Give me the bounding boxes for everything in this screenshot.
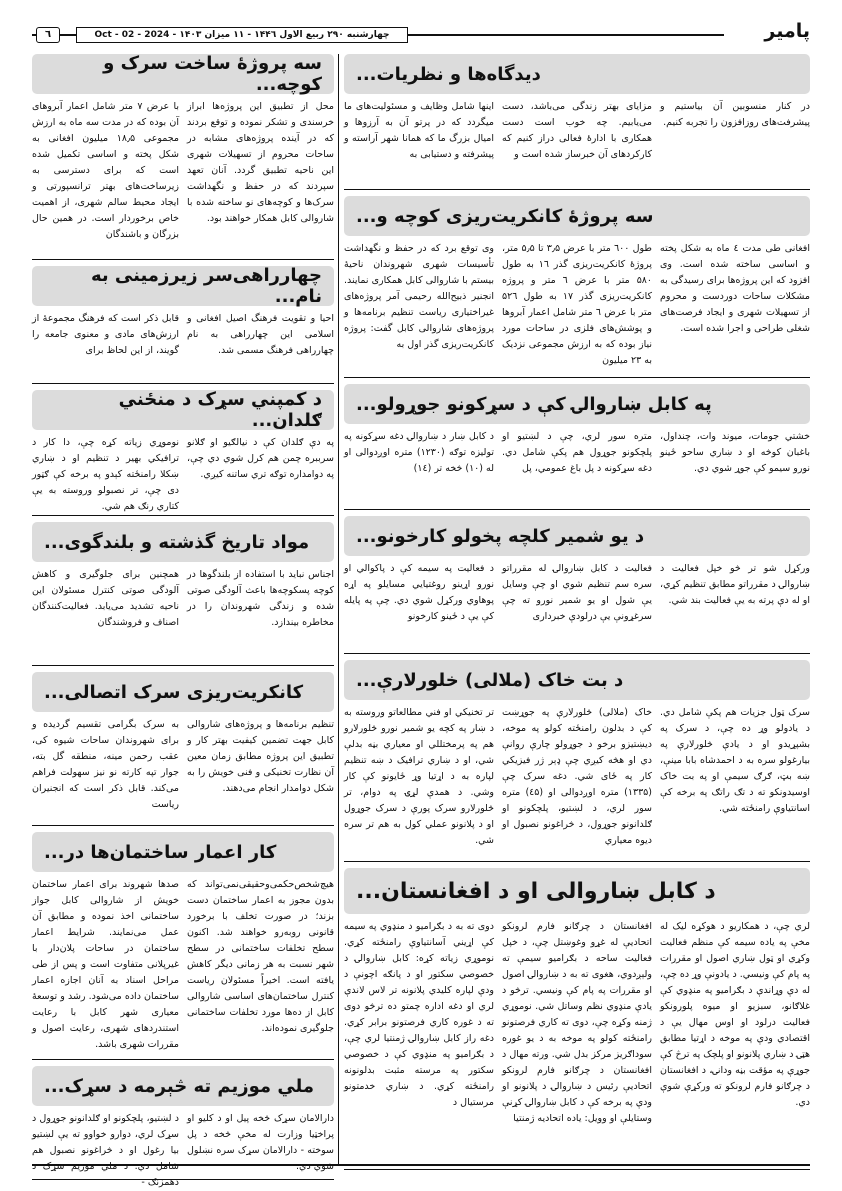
newspaper-brand: پامیر <box>764 20 810 42</box>
headline-text: چهارراهی‌سر زیرزمینی به نام... <box>90 265 322 307</box>
text-column: د کابل ښار د ښاروالۍ دغه سړکونه په توليزه توګه (۱۲۳۰) متره اوږدوالی او له (۱۰) څخه تر (۱٤) <box>344 431 494 474</box>
article-body <box>344 429 810 477</box>
article-headline <box>344 868 810 914</box>
text-column: خاک (ملالی) څلورلارې په جوړښت کې د بدلون رامنځته کولو په موخه، دیښتیزو برخو د جوړولو چارې روانې دي او هڅه کیږي چې ډېر ژر فیزیکي کار په ځای شي. دغه سرک چې (۱۳۳۵) متره اوږدوالی او (٤۵) متره سور لري، د لښتیو، پلچکونو او ګلدانونو جوړول، د څراغونو نصبول او دیوه معیاري <box>502 707 652 846</box>
article-headline <box>344 660 810 700</box>
article-body <box>32 1111 334 1191</box>
text-column: تنظیم برنامه‌ها و پروژه‌های شاروالی کابل جهت تضمین کیفیت بهتر کار و تطبیق این پروژه مطابق زمان معین آن نظارت تخنیکی و فنی خویش را به شکل دوامدار انجام می‌دهند. <box>187 719 334 794</box>
headline-text: د یو شمیر کلچه پخولو کارخونو... <box>356 525 645 547</box>
page-number: ٦ <box>36 27 60 43</box>
dateline: چهارشنبه ۲۹۰ ربیع الاول ۱۴۴٦ - ۱۱ میزان ۱۴۰۳ - Oct - 02 - 2024 <box>76 27 408 43</box>
text-column: خشتي جومات، میوند وات، چنداول، باغبان کوڅه او د ښاري ساحو ځینو نورو سیمو کې جوړ شوي دي. <box>660 431 810 474</box>
article-body <box>344 705 810 849</box>
article-body <box>32 717 334 813</box>
article-headline <box>32 672 334 712</box>
text-column: ورکړل شو تر څو خپل فعالیت د ښاروالۍ د مقرراتو مطابق تنظیم کړي، او له دې پرته به یې فعالیت بند شي. <box>660 563 810 606</box>
article-headline <box>32 522 334 562</box>
text-column: طول ٦۰۰ متر با عرض ۳٫۵ تا ۵٫۵ متر، پروژۀ کانکریت‌ریزی گذر ۱٦ به طول ۵۸۰ متر با عرض ٦ متر و پروژه کانکریت‌ریزی گذر ۱۷ به طول ۵۲٦ متر با عرض ٦ متر شامل اعمار آبروها و پوشش‌های فلزی در ساحات مورد نیاز بوده که به ارزش مجموعی نزدیک به ۲۳ میلیون <box>502 243 652 366</box>
article-body <box>344 99 810 163</box>
text-column: همچنین برای جلوگیری و کاهش آلودگی صوتی کنترل مسئولان این ناحیه تشدید می‌یابد. فعالیت‌کنندگان اصناف و فروشندگان <box>32 569 179 628</box>
left-column <box>32 54 334 1186</box>
article <box>32 54 334 260</box>
article-headline <box>32 1066 334 1106</box>
article-body <box>32 567 334 631</box>
article <box>32 832 334 1060</box>
article <box>344 384 810 510</box>
article-headline <box>32 54 334 94</box>
right-column <box>344 54 810 1176</box>
text-column: د لښتیو، پلچکونو او ګلدانونو جوړول د سړک لري، دوارو خواوو ته یې لښتیو بیا رغول او د څراغونو نصبول هم شامل دي. د ملي موزیم سړک د دهمزنګ - <box>32 1113 179 1188</box>
article <box>344 196 810 378</box>
article-headline <box>32 390 334 430</box>
text-column: متره سور لري، چې د لښتيو او پلچکونو جوړول هم پکې شامل دي. دغه سړکونه د پل باغ عمومي، پل <box>502 431 652 474</box>
text-column: اینها شامل وظایف و مسئولیت‌های ما میگردد که در پرتو آن به آرزوها و امیال بزرگ ما که همانا شهر آراسته و پیشرفته و دستیابی به <box>344 101 494 160</box>
text-column: دوی ته به د بګرامیو د منډوي په سیمه کې اړیني آسانتیاوې رامنځته کړي. نوموړي زیاته کړه: کابل ښاروالۍ د خصوصي سکتور او د پانګه اچونې د ودې لپاره کلیدي پلانونه تر لاس لاندې لري او دغه اداره چمتو ده ترڅو دوی ته د غوره کاري فرصتونو برابر کړي. دغه راز کابل ښاروالۍ ژمنتیا لري چې، د بګرامیو په منډوي کې د خصوصي سکتور په مرسته مثبت بدلونونه رامنځته کړي. د ښاري خدمتونو مرستیال د <box>344 921 494 1108</box>
article <box>32 266 334 384</box>
text-column: صدها شهروند برای اعمار ساختمان خویش از شاروالی کابل جواز ساختمانی اخذ نموده و مطابق آن عمل می‌نمایند. شرایط اعمار ساختمان در ساحات پلان‌دار با غیرپلانی متفاوت است و پس از طی مراحل اسناد به آنان اجازه اعمار ساختمان داده می‌شود. رشد و توسعۀ معیاری شهر کابل با رعایت استندردهای شهری، رعایت اصول و مقررات شهری باشد. <box>32 879 179 1050</box>
headline-text: د بت خاک (ملالی) خلورلارې... <box>356 669 624 691</box>
article <box>32 1066 334 1188</box>
text-column: محل از تطبیق این پروژه‌ها ابراز خرسندی و تشکر نموده و توقع بردند که در آینده پروژه‌های مشابه در ساحات محروم از تسهیلات شهری این ناحیه تطبیق گردد. آنان تعهد سپردند که در حفظ و نگهداشت سرک‌ها و کوچه‌های نو ساخته شده با شاروالی کابل همکار خواهند بود. <box>187 101 334 224</box>
headline-text: کار اعمار ساختمان‌ها در... <box>44 841 277 863</box>
text-column: با عرض ۷ متر شامل اعمار آبروهای آن بوده که در مدت سه ماه به ارزش مجموعی ۱۸٫۵ میلیون افغانی به شکل پخته و اساسی تکمیل شده است که برای دسترسی به زیرساخت‌های بهتر ترانسپورتی و ایجاد محیط سالم شهری، از اهمیت خاص برخوردار است. در همین حال بزرگان و باشندگان <box>32 101 179 240</box>
text-column: دارالامان سړک څخه پیل او د کلیو او پراخټیا وزارت له مخې څخه د پل سوخته - دارالامان سړک سره نښلول شوي دي. <box>187 1113 334 1172</box>
article <box>344 660 810 862</box>
text-column: افغانی طی مدت ٤ ماه به شکل پخته و اساسی ساخته شده است. وی افزود که این پروژه‌ها برای رسیدگی به مشکلات ساحات دوردست و محروم از تسهیلات شهری و ایجاد فرصت‌های شغلی طراحی و اجرا شده است. <box>660 243 810 334</box>
text-column: به سرک بگرامی تقسیم گردیده و برای شهروندان ساحات شیوه کی، عقب رحمن مینه، منطقه گل بته، جوار تپه کارته نو نیز سهولت فراهم می‌کند. قابل ذکر است که انجنیران ریاست <box>32 719 179 810</box>
article-headline <box>344 384 810 424</box>
headline-text: دیدگاه‌ها و نظریات... <box>356 63 541 85</box>
headline-text: د کمپني سړک د منځني ګلدان... <box>118 389 322 431</box>
article-headline <box>32 266 334 306</box>
article-body <box>32 99 334 243</box>
text-column: په دې ګلدان کې د نیالګیو او ګلانو سرببره چمن هم کرل شوي دي چې، په دوامداره توګه تري ساتنه کیږي. <box>187 437 334 480</box>
article-body <box>32 435 334 515</box>
text-column: تر تخنیکي او فني مطالعاتو وروسته به د ښار په کچه یو شمیر نورو څلورلارو هم په پرمختللي او معیاري بڼه بدلې شي، او د ښاري ترافیک د ښه تنظیم لپاره به د اړتیا وړ ځایونو کې کار وشي. د همدې لړۍ په دوام، تر څلورلارو سرک پورې د سرک جوړول او د پلانونو عملي کول به هم تر سره شي. <box>344 707 494 846</box>
article-body <box>344 241 810 369</box>
article-headline <box>344 54 810 94</box>
headline-text: مواد تاریخ گذشته و بلندگوی... <box>44 531 310 553</box>
text-column: در کنار منسوبین آن بیاستیم و پیشرفت‌های روزافزون را تجربه کنیم. <box>660 101 810 128</box>
article <box>32 390 334 516</box>
article <box>344 54 810 190</box>
text-column: د فعالیت په سیمه کې د پاکوالي او نورو اړینو روغتیايي مسایلو په اړه پوهاوي ورکړل شوي دي. چې په پایله کې یې د ځینو کارخونو <box>344 563 494 622</box>
text-column: نوموړي زیاته کړه چې، دا کار د ترافیکي بهیر د تنظیم او د ښاري ښکلا رامنځته کېدو په برخه کې ګټور دی چې، تر نصبولو وروسته به یې کتاري رنګ هم شي. <box>32 437 179 512</box>
article <box>32 522 334 666</box>
text-column: وی توقع برد که در حفظ و نگهداشت تأسیسات شهری شهروندان ناحیۀ بیستم با شاروالی کابل همکاری نمایند. انجنیر ذبیح‌الله رحیمی آمر پروژه‌های غیراختیاری ریاست تنظیم برنامه‌ها و پروژه‌های شاروالی کابل گفت: پروژه کانکریت‌ریزی گذر اول به <box>344 243 494 350</box>
article-headline <box>32 832 334 872</box>
bottom-rule <box>32 1164 810 1166</box>
article-body <box>344 561 810 625</box>
text-column: لري چې، د همکاریو د هوکړه لیک له مخې په یاده سیمه کې منظم فعالیت وکړي او ټول ښاري اصول او مقررات په پام کې ونیسي. د یادونې وړ ده چې، له دې وړاندې د بګرامیو په منډوي کې غلاګانو، سبزیو او میوه پلورونکو فعالیت درلود او اوس مهال یې د اقتصادي ودې په موخه د اړتیا مطابق هټۍ د ښاري پلانونو او پلچک په ترڅ کې جوړې په مؤقت بڼه ودانۍ، د افغانستان د چرګانو فارم لرونکو ته ورکړې شوې دي. <box>660 921 810 1108</box>
text-column: مزایای بهتر زندگی می‌باشد، دست می‌یابیم. چه خوب است دست همکاری با ادارۀ فعالی دراز کنیم که کارکردهای آن خبرساز شده است و <box>502 101 652 160</box>
text-column: فعالیت د کابل ښاروالۍ له مقرراتو سره سم تنظیم شوي او چې وسایل یې شول او یو شمیر نورو ته چې سرغړونې یې درلودې خبرداری <box>502 563 652 622</box>
article-body <box>344 919 810 1127</box>
text-column: افغانستان د چرګانو فارم لرونکو اتحادیې له غړو وغوښتل چې، د خپل فعالیت ساحه د بګرامیو سیمې ته ولېږدوي، هغوی ته به د ښاروالۍ اصول او مقررات په پام کې ونیسي. ترڅو د یادې منډوي نظم وساتل شي. نوموړي ژمنه وکړه چې، دوی ته کاري فرصتونو رامنځته کولو په موخه به د یو غوره سوداګریز مرکز بدل شي. ورته مهال د افغانستان د چرګانو فارم لرونکو اتحادیې رئیس د ښاروالۍ د پلانونو او ودې په برخه کې د کابل ښاروالۍ کړنې وستایلې او وویل: یاده اتحادیه ژمنتیا <box>502 921 652 1124</box>
text-column: اجناس نباید با استفاده از بلندگوها در کوچه پسکوچه‌ها باعث آلودگی صوتی شده و زندگی شهروندان را در مخاطره بیندازد. <box>187 569 334 628</box>
masthead <box>32 20 810 46</box>
headline-text: سه پروژۀ کانکریت‌ریزی کوچه و... <box>356 205 654 227</box>
headline-text: سه پروژۀ ساخت سرک و کوچه... <box>103 53 322 95</box>
article-headline <box>344 196 810 236</box>
text-column: هیچ‌شخص‌حکمی‌و‌حقیقی‌نمی‌تواند که بدون مجوز به اعمار ساختمان دست بزند؛ در صورت تخلف با برخورد قانونی روبه‌رو خواهند شد. اکنون سطح تخلفات ساختمانی در سطح شهر نسبت به هر زمانی دیگر کاهش یافته است. اخیراً مسئولان ریاست کنترل ساختمان‌های اساسی شاروالی کابل از ده‌ها مورد تخلفات ساختمانی جلوگیری نموده‌اند. <box>187 879 334 1034</box>
headline-text: د کابل ښاروالی او د افغانستان... <box>356 878 716 904</box>
headline-text: په کابل ښاروالۍ کې د سړکونو جوړولو... <box>356 393 712 415</box>
column-divider <box>338 54 339 1164</box>
text-column: سرک ټول جزیات هم پکې شامل دي. د یادولو وړ ده چې، د سرک په بشپړیدو او د یادې څلورلارې په بیارغولو سره به د احمدشاه بابا مینې، ښه بټ، ګرګ سیمې او په بت خاک اوسیدونکو ته د تګ راتګ په برخه کې اسانتیاوې رامنځته شي. <box>660 707 810 814</box>
article-body <box>32 877 334 1053</box>
text-column: احیا و تقویت فرهنگ اصیل افغانی و اسلامی این چهارراهی به نام چهارراهی فرهنگ مسمی شد. <box>187 313 334 356</box>
text-column: قابل ذکر است که فرهنگ مجموعۀ از ارزش‌های مادی و معنوی جامعه را گویند، از این لحاظ برای <box>32 313 179 356</box>
article <box>344 516 810 654</box>
headline-text: کانکریت‌ریزی سرک اتصالی... <box>44 681 304 703</box>
article <box>32 672 334 826</box>
article-headline <box>344 516 810 556</box>
article-body <box>32 311 334 359</box>
article <box>344 868 810 1170</box>
headline-text: ملي موزیم ته څېرمه د سړک... <box>44 1075 315 1097</box>
